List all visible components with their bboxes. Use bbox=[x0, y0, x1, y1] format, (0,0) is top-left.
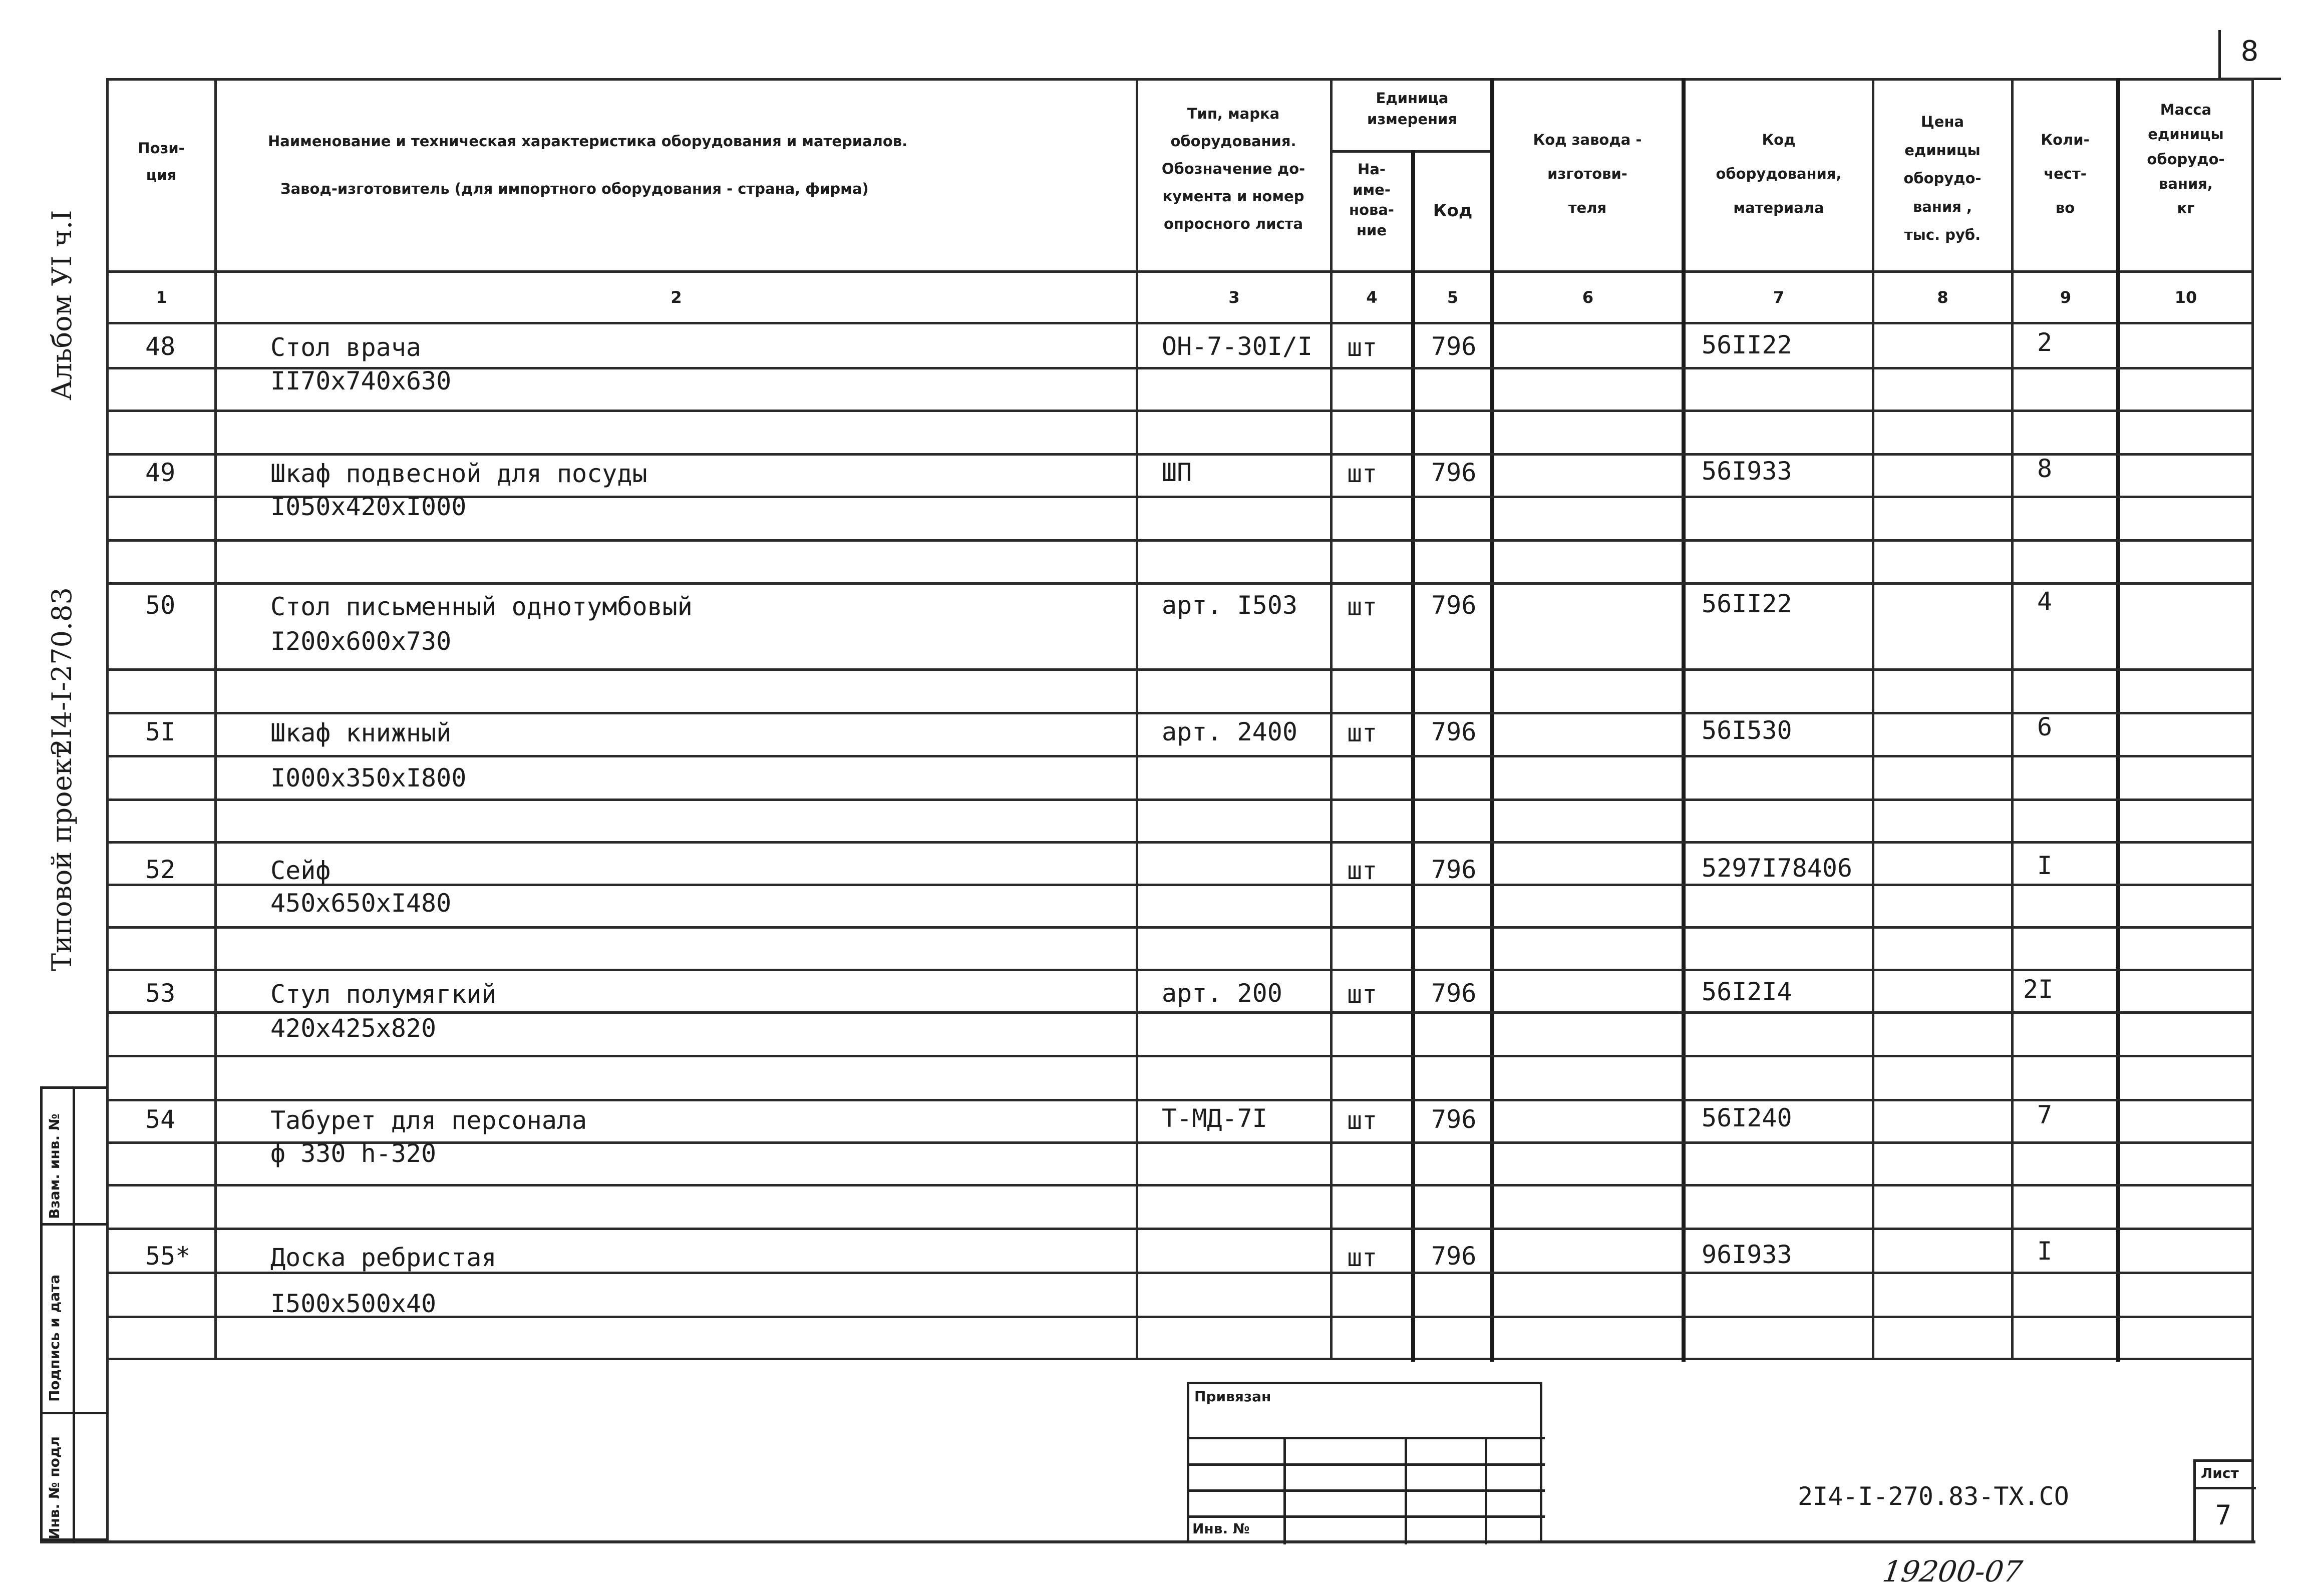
list-box-line bbox=[2196, 1487, 2256, 1489]
row-position: 55* bbox=[145, 1242, 191, 1271]
header-name-line1: Наименование и техническая характеристика оборудования и материалов. bbox=[268, 133, 908, 150]
row-equip-code: 56I2I4 bbox=[1702, 977, 1792, 1006]
row-type: Т-МД-7I bbox=[1162, 1104, 1267, 1133]
row-dims: 420x425x820 bbox=[270, 1014, 437, 1043]
row-type: арт. 200 bbox=[1162, 979, 1282, 1008]
colnum-2: 2 bbox=[671, 288, 682, 307]
row-name: Доска ребристая bbox=[270, 1243, 497, 1272]
header-equip-code: Код оборудования, материала bbox=[1716, 131, 1842, 217]
row-line bbox=[106, 410, 2253, 412]
row-position: 52 bbox=[145, 855, 176, 884]
header-price: Цена единицы оборудо- вания , тыс. руб. bbox=[1903, 113, 1982, 244]
row-type: арт. 2400 bbox=[1162, 717, 1297, 746]
colnum-9: 9 bbox=[2060, 288, 2072, 307]
row-position: 48 bbox=[145, 332, 176, 361]
row-name: Стол врача bbox=[270, 333, 422, 362]
row-dims: ф 330 h-320 bbox=[270, 1139, 437, 1168]
privyazan-hline bbox=[1189, 1489, 1545, 1492]
col-line-2 bbox=[1136, 78, 1138, 1360]
row-type: ШП bbox=[1162, 458, 1192, 487]
row-line bbox=[106, 799, 2253, 801]
row-dims: II70x740x630 bbox=[270, 366, 452, 395]
row-unit: шт bbox=[1347, 459, 1378, 488]
row-name: Стул полумягкий bbox=[270, 980, 497, 1009]
privyazan-label: Привязан bbox=[1194, 1388, 1271, 1405]
document-code: 2I4-I-270.83-TX.CO bbox=[1798, 1482, 2069, 1511]
privyazan-vline bbox=[1485, 1437, 1487, 1544]
row-line bbox=[106, 884, 2253, 886]
row-equip-code: 56II22 bbox=[1702, 589, 1792, 618]
header-type: Тип, марка оборудования. Обозначение до- кумента и номер опросного листа bbox=[1161, 105, 1305, 233]
row-position: 5I bbox=[145, 717, 176, 746]
row-line bbox=[106, 1099, 2253, 1101]
row-equip-code: 56I530 bbox=[1702, 716, 1792, 745]
row-dims: 450x650xI480 bbox=[270, 889, 452, 918]
stamp-podpis-data: Подпись и дата bbox=[46, 1274, 63, 1402]
header-unit-name: На- име- нова- ние bbox=[1349, 161, 1394, 239]
row-equip-code: 96I933 bbox=[1702, 1240, 1792, 1269]
row-quantity: 6 bbox=[2037, 712, 2053, 741]
row-unit-code: 796 bbox=[1431, 717, 1477, 746]
row-position: 49 bbox=[145, 458, 176, 487]
row-line bbox=[106, 453, 2253, 456]
sheet-bottom-border bbox=[40, 1540, 2255, 1543]
stamp-inv-podl: Инв. № подл bbox=[46, 1436, 63, 1539]
inv-no-label: Инв. № bbox=[1192, 1520, 1250, 1537]
row-dims: I200x600x730 bbox=[270, 627, 452, 656]
row-quantity: 4 bbox=[2037, 587, 2053, 616]
row-line bbox=[106, 1228, 2253, 1230]
header-name-line2: Завод-изготовитель (для импортного оборудования - страна, фирма) bbox=[280, 180, 869, 197]
row-position: 53 bbox=[145, 979, 176, 1008]
row-line bbox=[106, 539, 2253, 542]
row-type: ОН-7-30I/I bbox=[1162, 332, 1313, 361]
row-line bbox=[106, 712, 2253, 714]
row-equip-code: 5297I78406 bbox=[1702, 854, 1853, 883]
album-label: Альбом УI ч.I bbox=[46, 210, 78, 401]
row-unit-code: 796 bbox=[1431, 332, 1477, 361]
handwritten-number: 19200-07 bbox=[1880, 1554, 2025, 1588]
row-unit-code: 796 bbox=[1431, 1105, 1477, 1134]
row-position: 54 bbox=[145, 1105, 176, 1134]
row-unit: шт bbox=[1347, 1243, 1378, 1272]
col-line-3 bbox=[1330, 78, 1333, 1360]
row-unit-code: 796 bbox=[1431, 1242, 1477, 1271]
header-unit: Единица измерения bbox=[1367, 90, 1457, 128]
row-line bbox=[106, 841, 2253, 844]
table-bottom-border bbox=[106, 1358, 2253, 1360]
header-quantity: Коли- чест- во bbox=[2041, 131, 2090, 217]
row-quantity: 8 bbox=[2037, 454, 2053, 483]
left-stamp-hline bbox=[43, 1223, 109, 1226]
row-unit-code: 796 bbox=[1431, 855, 1477, 884]
colnum-7: 7 bbox=[1773, 288, 1785, 307]
row-dims: I500x500x40 bbox=[270, 1289, 437, 1318]
list-box bbox=[2193, 1459, 2253, 1542]
row-quantity: 2I bbox=[2023, 975, 2054, 1004]
privyazan-vline bbox=[1283, 1437, 1286, 1544]
header-unit-code: Код bbox=[1433, 201, 1473, 221]
row-quantity: I bbox=[2037, 1237, 2053, 1266]
page-number: 8 bbox=[2240, 35, 2259, 68]
row-line bbox=[106, 582, 2253, 585]
row-name: Шкаф книжный bbox=[270, 718, 452, 747]
header-bottom-border bbox=[106, 270, 2253, 273]
col-line-10 bbox=[2251, 78, 2254, 1542]
row-unit: шт bbox=[1347, 333, 1378, 362]
row-unit: шт bbox=[1347, 856, 1378, 885]
row-line bbox=[106, 926, 2253, 929]
colnum-4: 4 bbox=[1366, 288, 1378, 307]
col-line-1 bbox=[214, 78, 217, 1360]
list-number: 7 bbox=[2215, 1499, 2232, 1531]
row-unit-code: 796 bbox=[1431, 458, 1477, 487]
row-line bbox=[106, 668, 2253, 671]
colnum-1: 1 bbox=[156, 288, 167, 307]
page-number-box bbox=[2218, 30, 2281, 80]
row-name: Сейф bbox=[270, 856, 331, 885]
row-equip-code: 56I240 bbox=[1702, 1103, 1792, 1132]
row-unit: шт bbox=[1347, 980, 1378, 1009]
privyazan-hline bbox=[1189, 1463, 1545, 1466]
header-mass: Масса единицы оборудо- вания, кг bbox=[2147, 101, 2225, 217]
row-line bbox=[106, 1184, 2253, 1186]
row-unit: шт bbox=[1347, 1106, 1378, 1135]
row-equip-code: 56II22 bbox=[1702, 330, 1792, 359]
colnum-bottom-border bbox=[106, 322, 2253, 324]
col-line-6 bbox=[1682, 78, 1686, 1362]
row-equip-code: 56I933 bbox=[1702, 457, 1792, 486]
privyazan-vline bbox=[1405, 1437, 1407, 1544]
left-stamp-divider bbox=[73, 1089, 75, 1543]
row-quantity: 7 bbox=[2037, 1100, 2053, 1129]
project-type-label: Типовой проект bbox=[46, 743, 78, 971]
colnum-10: 10 bbox=[2174, 288, 2197, 307]
row-unit: шт bbox=[1347, 718, 1378, 747]
col-line-8 bbox=[2011, 78, 2014, 1360]
col-line-7 bbox=[1872, 78, 1874, 1360]
table-top-border bbox=[106, 78, 2253, 81]
row-dims: I000x350xI800 bbox=[270, 763, 467, 792]
row-name: Табурет для персонала bbox=[270, 1106, 587, 1135]
stamp-vzam-inv: Взам. инв. № bbox=[46, 1113, 63, 1219]
colnum-3: 3 bbox=[1228, 288, 1240, 307]
privyazan-stamp bbox=[1187, 1382, 1542, 1542]
col-line-5 bbox=[1490, 78, 1494, 1362]
privyazan-hline bbox=[1189, 1515, 1545, 1518]
row-quantity: I bbox=[2037, 851, 2053, 880]
header-position: Пози- ция bbox=[138, 140, 185, 184]
row-name: Стол письменный однотумбовый bbox=[270, 592, 693, 621]
list-label: Лист bbox=[2201, 1465, 2239, 1481]
row-unit-code: 796 bbox=[1431, 591, 1477, 620]
row-unit: шт bbox=[1347, 592, 1378, 621]
row-quantity: 2 bbox=[2037, 328, 2053, 357]
row-dims: I050x420xI000 bbox=[270, 492, 467, 521]
col-line-9 bbox=[2116, 78, 2120, 1362]
row-line bbox=[106, 1055, 2253, 1057]
colnum-8: 8 bbox=[1937, 288, 1948, 307]
row-line bbox=[106, 755, 2253, 757]
row-name: Шкаф подвесной для посуды bbox=[270, 459, 647, 488]
left-stamp-hline bbox=[43, 1412, 109, 1414]
row-unit-code: 796 bbox=[1431, 979, 1477, 1008]
header-factory-code: Код завода - изготови- теля bbox=[1533, 131, 1642, 217]
row-type: арт. I503 bbox=[1162, 591, 1297, 620]
row-position: 50 bbox=[145, 591, 176, 620]
colnum-5: 5 bbox=[1447, 288, 1459, 307]
privyazan-hline bbox=[1189, 1437, 1545, 1439]
colnum-6: 6 bbox=[1582, 288, 1594, 307]
row-line bbox=[106, 969, 2253, 971]
project-code-label: 2I4-I-270.83 bbox=[46, 587, 78, 756]
